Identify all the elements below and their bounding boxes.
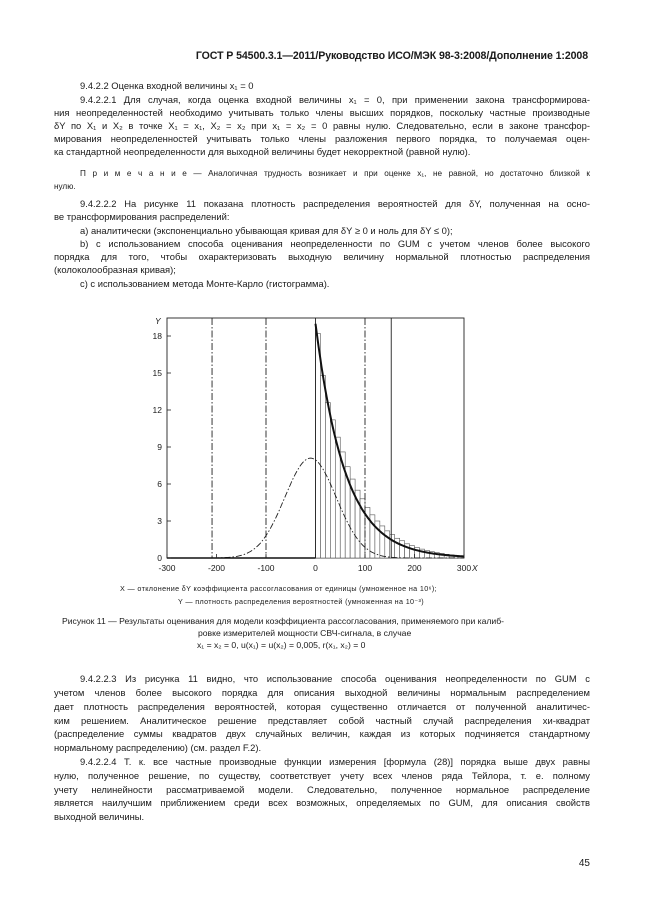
histogram-bar — [400, 541, 405, 558]
paragraph-line: ким решением. Аналитическое решение представляет собой частный случай распределения хи-квадрат — [54, 715, 590, 726]
histogram-bar — [325, 403, 330, 558]
list-item: (колоколообразная кривая); — [54, 264, 176, 275]
legend-y-description: Y — плотность распределения вероятностей (умноженная на 10⁻³) — [178, 597, 425, 606]
list-item: a) аналитически (экспоненциально убывающая кривая для δY ≥ 0 и ноль для δY ≤ 0); — [80, 225, 453, 236]
paragraph-line: 9.4.2.2.4 Т. к. все частные производные функции измерения [формула (28)] порядка выше двух равны — [80, 756, 590, 767]
y-tick-label: 3 — [157, 516, 162, 526]
x-tick-label: -300 — [158, 563, 176, 573]
paragraph-line: δY по X₁ и X₂ в точке X₁ = x₁, X₂ = x₂ при x₁ = x₂ = 0 равны нулю. Следовательно, если в законе трансфор- — [54, 120, 590, 131]
x-axis-label: X — [472, 563, 478, 573]
histogram-bar — [316, 334, 321, 558]
paragraph-line: учетом членов более высокого порядка для описания выходной величины нормальным распределением — [54, 687, 590, 698]
paragraph-line: (распределение суммы квадратов двух случайных величин, каждая из которых подчиняется стандартному — [54, 728, 590, 739]
paragraph-line: дает плотность распределения вероятностей, которая существенно отличается от полученной аналитичес- — [54, 701, 590, 712]
legend-x-description: X — отклонение δY коэффициента рассогласования от единицы (умноженное на 10⁶); — [120, 584, 437, 593]
paragraph-line: 9.4.2.2.1 Для случая, когда оценка входной величины x₁ = 0, при применении закона трансформирова- — [80, 94, 590, 105]
page-number: 45 — [578, 858, 590, 869]
x-tick-label: 300 — [456, 563, 472, 573]
y-tick-label: 6 — [157, 479, 162, 489]
list-item: b) с использованием способа оценивания неопределенности по GUM с учетом членов более высокого — [80, 238, 590, 249]
note-line: П р и м е ч а н и е — Аналогичная трудность возникает и при оценке x₁, не равной, но достаточно близкой к — [80, 169, 590, 178]
figure-caption-line2: ровке измерителей мощности СВЧ-сигнала, в случае — [198, 628, 412, 638]
y-tick-label: 18 — [152, 331, 162, 341]
figure-caption-line3: x₁ = x₂ = 0, u(x₁) = u(x₂) = 0,005, r(x₁, x₂) = 0 — [197, 640, 366, 650]
list-item: порядка для того, чтобы охарактеризовать выходную величину нормальной плотностью распределения — [54, 251, 590, 262]
section-heading: 9.4.2.2 Оценка входной величины x₁ = 0 — [80, 80, 254, 91]
x-tick-label: 0 — [313, 563, 318, 573]
list-item: c) с использованием метода Монте-Карло (гистограмма). — [80, 278, 330, 289]
histogram-bar — [330, 420, 335, 558]
paragraph-line: является наилучшим приближением среди всех возможных, определяемых по GUM, для описания свойств — [54, 797, 590, 808]
y-tick-label: 0 — [157, 553, 162, 563]
x-tick-label: 200 — [407, 563, 422, 573]
x-tick-label: -200 — [207, 563, 226, 573]
figure-caption-line1: Рисунок 11 — Результаты оценивания для модели коэффициента рассогласования, применяемого при калиб- — [62, 616, 505, 626]
y-tick-label: 12 — [152, 405, 162, 415]
paragraph-line: мирования неопределенностей учитывать только члены разложения первого порядка, то получаемая оцен- — [54, 133, 590, 144]
paragraph-line: нулю, полученное решение, по существу, соответствует учету всех членов ряда Тейлора, т. е. полному — [54, 770, 590, 781]
note-line: нулю. — [54, 182, 76, 191]
paragraph-line: ния неопределенностей необходимо учитывать только члены высших порядков, поскольку частные производные — [54, 107, 590, 118]
y-axis-label: Y — [155, 316, 161, 326]
x-tick-label: 100 — [357, 563, 373, 573]
paragraph-line: ка стандартной неопределенности для выходной величины будет некорректной (равной нулю). — [54, 146, 471, 157]
paragraph-line: 9.4.2.2.3 Из рисунка 11 видно, что использование способа оценивания неопределенности по GUM с — [80, 673, 590, 684]
paragraph-line: нормальному распределению) (см. раздел F.2). — [54, 742, 262, 753]
y-tick-label: 15 — [152, 368, 162, 378]
paragraph-line: учету нелинейности рассматриваемой модели. Следовательно, полученное нормальное распределение — [54, 784, 590, 795]
paragraph-line: ве трансформирования распределений: — [54, 211, 230, 222]
paragraph-line: выходной величины. — [54, 811, 145, 822]
x-tick-label: -100 — [257, 563, 275, 573]
document-header: ГОСТ Р 54500.3.1—2011/Руководство ИСО/МЭК 98-3:2008/Дополнение 1:2008 — [195, 50, 588, 62]
y-tick-label: 9 — [157, 442, 162, 452]
paragraph-line: 9.4.2.2.2 На рисунке 11 показана плотность распределения вероятностей для δY, полученная на осно- — [80, 198, 590, 209]
